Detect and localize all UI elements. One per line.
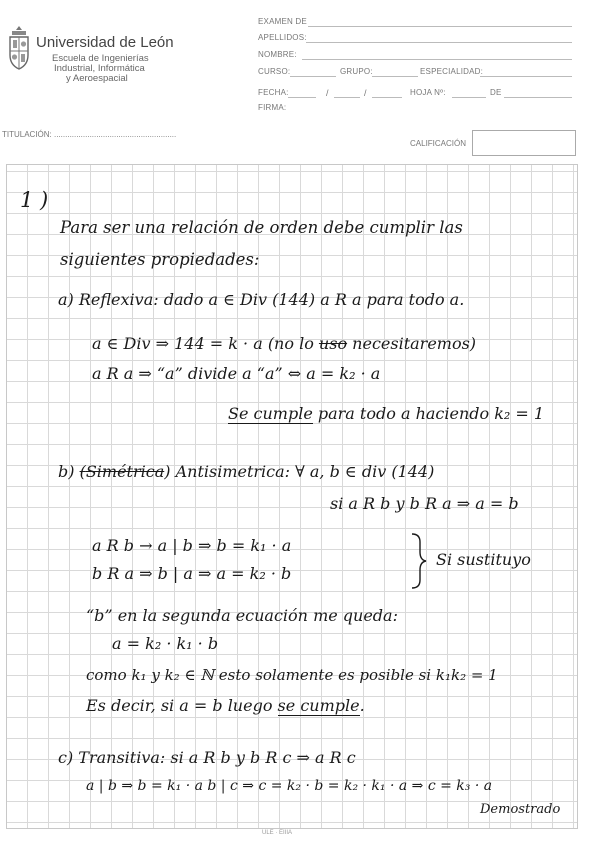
antisymmetric-line-4: a = k₂ · k₁ · b — [112, 634, 219, 653]
intro-line-2: siguientes propiedades: — [60, 250, 260, 269]
hoja-label: HOJA Nº: — [410, 88, 446, 97]
university-name: Universidad de León — [36, 34, 174, 51]
fecha-label: FECHA: — [258, 88, 289, 97]
curso-label: CURSO: — [258, 67, 291, 76]
apellidos-label: APELLIDOS: — [258, 33, 307, 42]
firma-label: FIRMA: — [258, 103, 287, 112]
reflexive-conclusion: Se cumple para todo a haciendo k₂ = 1 — [228, 404, 545, 423]
de-label: DE — [490, 88, 502, 97]
antisymmetric-line-5: como k₁ y k₂ ∈ ℕ esto solamente es posible si k₁k₂ = 1 — [86, 666, 498, 684]
antisymmetric-brace-note: Si sustituyo — [436, 550, 531, 569]
antisymmetric-line-6: Es decir, si a = b luego se cumple. — [86, 696, 365, 715]
school-line-3: y Aeroespacial — [66, 73, 128, 84]
antisymmetric-title: b) (Simétrica) Antisimetrica: ∀ a, b ∈ div (144) — [58, 462, 435, 481]
transitive-conclusion: Demostrado — [480, 802, 561, 817]
transitive-line-1: a | b ⇒ b = k₁ · a b | c ⇒ c = k₂ · b = k₂ · k₁ · a ⇒ c = k₃ · a — [86, 778, 493, 794]
antisymmetric-line-2: b R a ⇒ b | a ⇒ a = k₂ · b — [92, 564, 292, 583]
reflexive-line-1: a ∈ Div ⇒ 144 = k · a (no lo uso necesitaremos) — [92, 334, 477, 353]
reflexive-line-2: a R a ⇒ “a” divide a “a” ⇔ a = k₂ · a — [92, 364, 381, 383]
school-line-1: Escuela de Ingenierías — [52, 53, 149, 64]
transitive-title: c) Transitiva: si a R b y b R c ⇒ a R c — [58, 748, 356, 767]
problem-number: 1 ) — [20, 188, 49, 212]
reflexive-se-cumple: Se cumple — [228, 404, 313, 423]
examen-label: EXAMEN DE — [258, 17, 307, 26]
grupo-label: GRUPO: — [340, 67, 373, 76]
calificacion-label: CALIFICACIÓN — [410, 139, 467, 148]
school-line-2: Industrial, Informática — [54, 63, 145, 74]
calificacion-box — [472, 130, 576, 156]
antisymmetric-condition: si a R b y b R a ⇒ a = b — [330, 494, 519, 513]
footer-code: ULE · EIIIA — [262, 830, 293, 836]
antisymmetric-se-cumple: se cumple — [277, 696, 360, 715]
reflexive-title: a) Reflexiva: dado a ∈ Div (144) a R a para todo a. — [58, 290, 465, 309]
intro-line-1: Para ser una relación de orden debe cumplir las — [60, 218, 463, 237]
university-crest-icon — [6, 24, 32, 74]
especialidad-label: ESPECIALIDAD: — [420, 67, 484, 76]
antisymmetric-line-1: a R b → a | b ⇒ b = k₁ · a — [92, 536, 292, 555]
curly-brace-icon — [410, 532, 428, 590]
nombre-label: NOMBRE: — [258, 50, 297, 59]
titulacion-label: TITULACIÓN: ....................................................... — [2, 130, 177, 139]
antisymmetric-line-3: “b” en la segunda ecuación me queda: — [86, 606, 398, 625]
